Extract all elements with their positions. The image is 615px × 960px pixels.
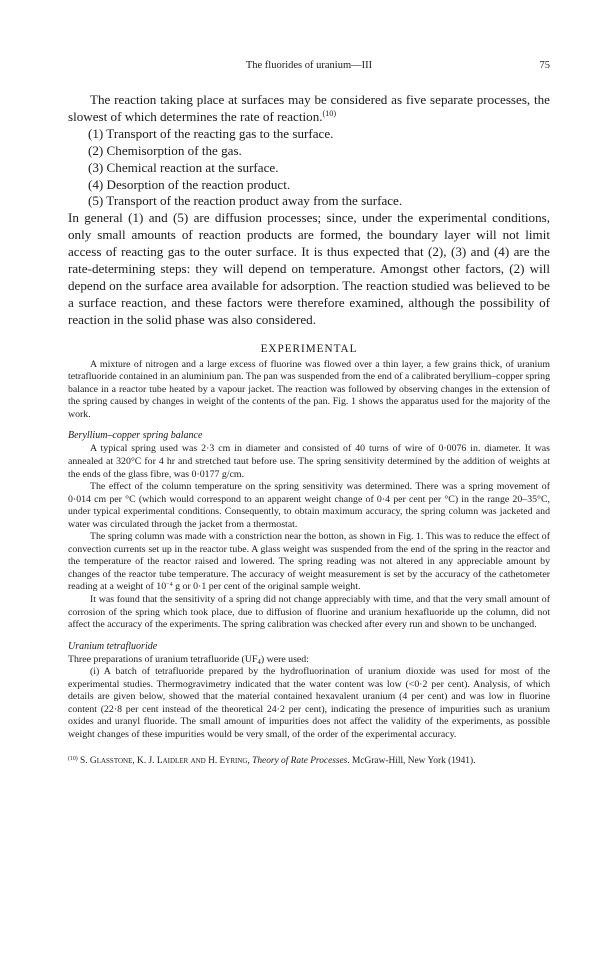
subheading-spring-balance: Beryllium–copper spring balance [68,430,203,442]
paragraph: A typical spring used was 2·3 cm in diameter and consisted of 40 turns of wire of 0·0076 in. diameter. It was annealed at 320°C for 4 hr and stretched taut before use. The spring sensitivity determined by the addition of weights at the ends of the glass fibre, was 0·0177 g/cm. [68,443,550,480]
discussion-paragraph: In general (1) and (5) are diffusion processes; since, under the experimental conditions, only small amounts of reaction products are formed, the boundary layer will not limit access of reacting gas to the outer surface. It is thus expected that (2), (3) and (4) are the rate-determining steps: they will depend on temperature. Amongst other factors, (2) will depend on the surface area available for adsorption. The reaction studied was believed to be a surface reaction, and these factors were therefore examined, although the possibility of reaction in the solid phase was also considered. [68,210,550,327]
paragraph: The spring column was made with a constriction near the botton, as shown in Fig. 1. This was to reduce the effect of convection currents set up in the reactor tube. A glass weight was suspended from the end of the spring in the reactor and the temperature of the reactor raised and lowered. The spring reading was not altered in any appreciable amount by changes of the reactor tube temperature. The accuracy of weight measurement is set by the accuracy of the cathetometer reading at a weight of $10^{-4}$ g or 0·1 per cent of the original sample weight. [68,531,550,593]
paper-page [68,60,550,767]
list-item: (2) Chemisorption of the gas. [88,142,242,158]
running-header [68,60,550,76]
page-number: 75 [539,60,550,71]
list-item: (4) Desorption of the reaction product. [88,176,291,192]
intro-paragraph: The reaction taking place at surfaces may be considered as five separate processes, the slowest of which determines the rate of reaction.$^{(10)}$ [68,92,550,124]
paragraph: (i) A batch of tetrafluoride prepared by the hydrofluorination of uranium dioxide was used for most of the experimental studies. Thermogravimetry indicated that the water content was low (<0·2 per cent). Analysis, of which details are given below, showed that the material contained hexavalent uranium (4 per cent) and was low in fluorine content (22·8 per cent instead of the theoretical 24·2 per cent), indicating the presence of impurities such as uranium oxides and uranyl fluoride. The small amount of impurities does not affect the validity of the experiments, as possible weight changes of these impurities would be very small, of the order of the experimental accuracy. [68,666,550,740]
paragraph: The effect of the column temperature on the spring sensitivity was determined. There was a spring movement of 0·014 cm per °C (which would correspond to an apparent weight change of 0·4 per cent per °C) in the range 20–35°C, under typical experimental conditions. Consequently, to obtain maximum accuracy, the spring column was jacketed and water was circulated through the jacket from a thermostat. [68,481,550,530]
footnote-authors: S. Glasstone, K. J. Laidler and H. Eyring, [77,756,253,767]
paragraph: It was found that the sensitivity of a spring did not change appreciably with time, and that the very small amount of corrosion of the spring which took place, due to diffusion of fluorine and uranium hexafluoride up the column, did not affect the accuracy of the experiments. The spring calibration was checked after every run and shown to be unchanged. [68,593,550,631]
process-steps-list [68,126,550,211]
paragraph: Three preparations of uranium tetrafluoride $(UF_4)$ were used: [68,653,309,666]
running-title: The fluorides of uranium—III [245,60,373,71]
uranium-tetrafluoride-section [68,654,550,742]
experimental-paragraph: A mixture of nitrogen and a large excess of fluorine was flowed over a thin layer, a few grains thick, of uranium tetrafluoride contained in an aluminium pan. The pan was suspended from the end of a calibrated beryllium–copper spring balance in a reactor tube heated by a vapour jacket. The reaction was followed by observing changes in the extension of the spring caused by changes in weight of the contents of the pan. Fig. 1 shows the apparatus used for the majority of the work. [68,358,551,420]
list-item: (1) Transport of the reacting gas to the surface. [88,125,334,141]
intro-section [68,92,550,329]
reference-marker: (10) [322,109,337,119]
footnote-marker: (10) [68,756,78,763]
section-heading-experimental: EXPERIMENTAL [260,342,358,355]
list-item: (3) Chemical reaction at the surface. [88,159,279,175]
footnote-book-title: Theory of Rate Processes [252,756,348,767]
footnote [68,755,550,767]
list-item: (5) Transport of the reaction product away from the surface. [88,193,403,209]
spring-balance-section [68,443,550,631]
footnote-publisher: . McGraw-Hill, New York (1941). [347,756,476,767]
subheading-uranium-tetrafluoride: Uranium tetrafluoride [68,640,158,652]
